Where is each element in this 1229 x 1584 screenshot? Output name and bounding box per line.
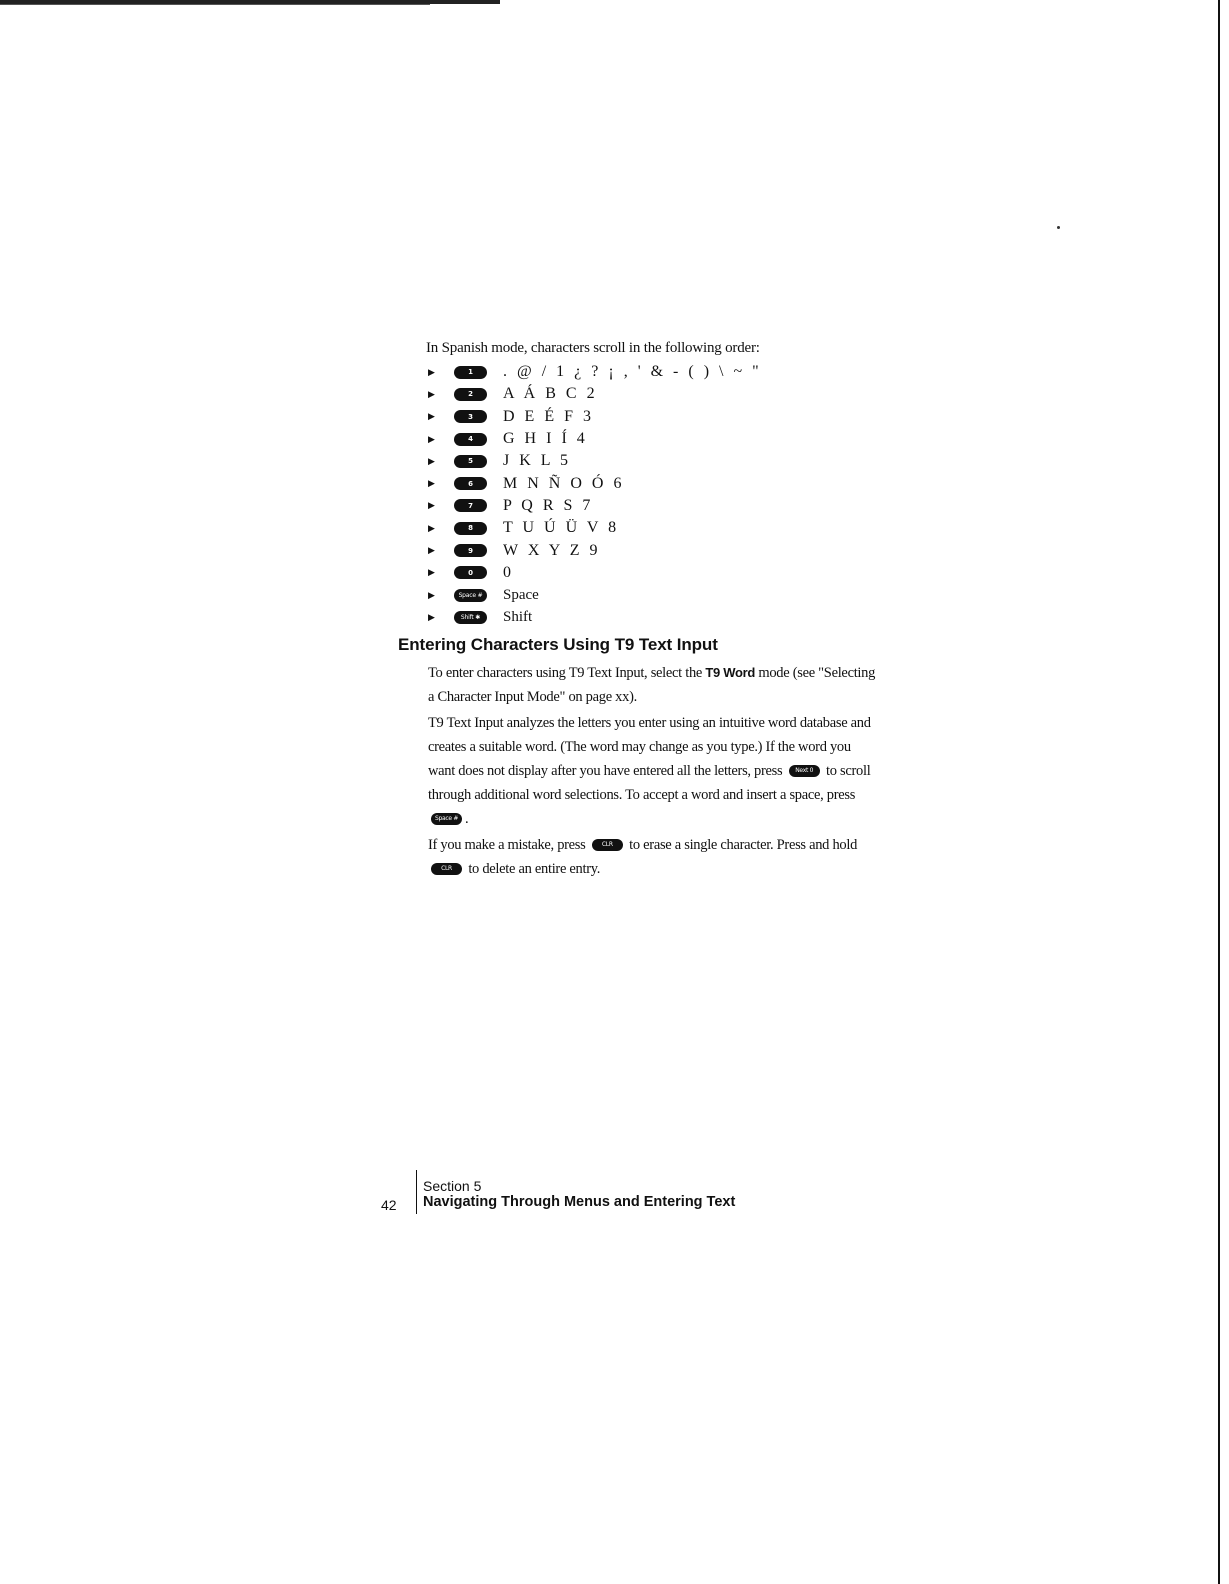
list-item: [428, 450, 762, 472]
text-run: to delete an entire entry.: [465, 861, 601, 877]
text-run: to scroll through additional word selections. To accept a word and insert a space, press: [428, 763, 871, 803]
bullet-arrow-icon: ▶: [428, 522, 435, 533]
list-item: [428, 606, 762, 628]
bullet-arrow-icon: ▶: [428, 433, 435, 444]
key-6-icon: 6: [454, 477, 487, 490]
bullet-arrow-icon: ▶: [428, 611, 435, 622]
bullet-arrow-icon: ▶: [428, 545, 435, 556]
key-3-icon: 3: [454, 410, 487, 423]
footer-section-label: Section 5: [423, 1178, 482, 1194]
bullet-arrow-icon: ▶: [428, 567, 435, 578]
list-item: [428, 406, 762, 428]
list-item: [428, 562, 762, 584]
text-run: .: [465, 811, 469, 827]
space-key-icon: Space #: [431, 813, 462, 825]
text-run: to erase a single character. Press and hold: [625, 837, 858, 853]
list-item: [428, 428, 762, 450]
list-item: [428, 383, 762, 405]
bullet-arrow-icon: ▶: [428, 478, 435, 489]
t9-word-label: T9 Word: [705, 665, 756, 680]
key-chars: 0: [503, 563, 514, 581]
next-key-icon: Next 0: [789, 765, 820, 777]
key-chars: Space: [503, 586, 539, 603]
footer-title: Navigating Through Menus and Entering Text: [423, 1194, 736, 1210]
list-item: [428, 361, 762, 383]
key-chars: T U Ú Ü V 8: [503, 519, 620, 537]
list-item: [428, 539, 762, 561]
text-run: mode (see "Selecting a Character Input Mode" on page xx).: [428, 665, 876, 705]
footer-divider: [416, 1170, 417, 1214]
key-2-icon: 2: [454, 388, 487, 401]
key-9-icon: 9: [454, 544, 487, 557]
intro-text: In Spanish mode, characters scroll in the following order:: [426, 340, 760, 356]
bullet-arrow-icon: ▶: [428, 500, 435, 511]
key-0-icon: 0: [454, 566, 487, 579]
clr-key-icon: CLR: [431, 863, 462, 875]
key-chars: Shift: [503, 608, 533, 625]
key-chars: G H I Í 4: [503, 430, 588, 448]
paragraph-1: [428, 661, 878, 709]
shift-key-icon: Shift ✱: [454, 611, 487, 624]
page-edge-line: [1218, 0, 1220, 1584]
list-item: [428, 495, 762, 517]
text-run: If you make a mistake, press: [428, 837, 589, 853]
scan-speck: [1057, 226, 1060, 229]
top-rule-thin: [0, 4, 430, 5]
page-number: 42: [381, 1197, 397, 1213]
key-7-icon: 7: [454, 499, 487, 512]
bullet-arrow-icon: ▶: [428, 455, 435, 466]
list-item: [428, 472, 762, 494]
paragraph-3: [428, 833, 878, 881]
paragraph-2: [428, 711, 878, 831]
key-8-icon: 8: [454, 522, 487, 535]
key-1-icon: 1: [454, 366, 487, 379]
list-item: [428, 584, 762, 606]
bullet-arrow-icon: ▶: [428, 388, 435, 399]
key-chars: W X Y Z 9: [503, 541, 601, 559]
section-heading: Entering Characters Using T9 Text Input: [398, 635, 718, 654]
bullet-arrow-icon: ▶: [428, 411, 435, 422]
key-chars: D E É F 3: [503, 407, 594, 425]
list-item: [428, 517, 762, 539]
key-chars: A Á B C 2: [503, 385, 598, 403]
space-key-icon: Space #: [454, 589, 487, 602]
bullet-arrow-icon: ▶: [428, 589, 435, 600]
key-list: [428, 361, 762, 629]
key-5-icon: 5: [454, 455, 487, 468]
clr-key-icon: CLR: [592, 839, 623, 851]
bullet-arrow-icon: ▶: [428, 366, 435, 377]
key-4-icon: 4: [454, 433, 487, 446]
key-chars: M N Ñ O Ó 6: [503, 474, 625, 492]
key-chars: . @ / 1 ¿ ? ¡ , ' & - ( ) \ ~ ": [503, 363, 762, 381]
text-run: T9 Text Input analyzes the letters you enter using an intuitive word database and creates a suitable word. (The word may change as you type.) If the word you want does not display after you have entered all the letters, press: [428, 715, 871, 779]
key-chars: J K L 5: [503, 452, 571, 470]
key-chars: P Q R S 7: [503, 496, 594, 514]
text-run: To enter characters using T9 Text Input, select the: [428, 665, 706, 681]
